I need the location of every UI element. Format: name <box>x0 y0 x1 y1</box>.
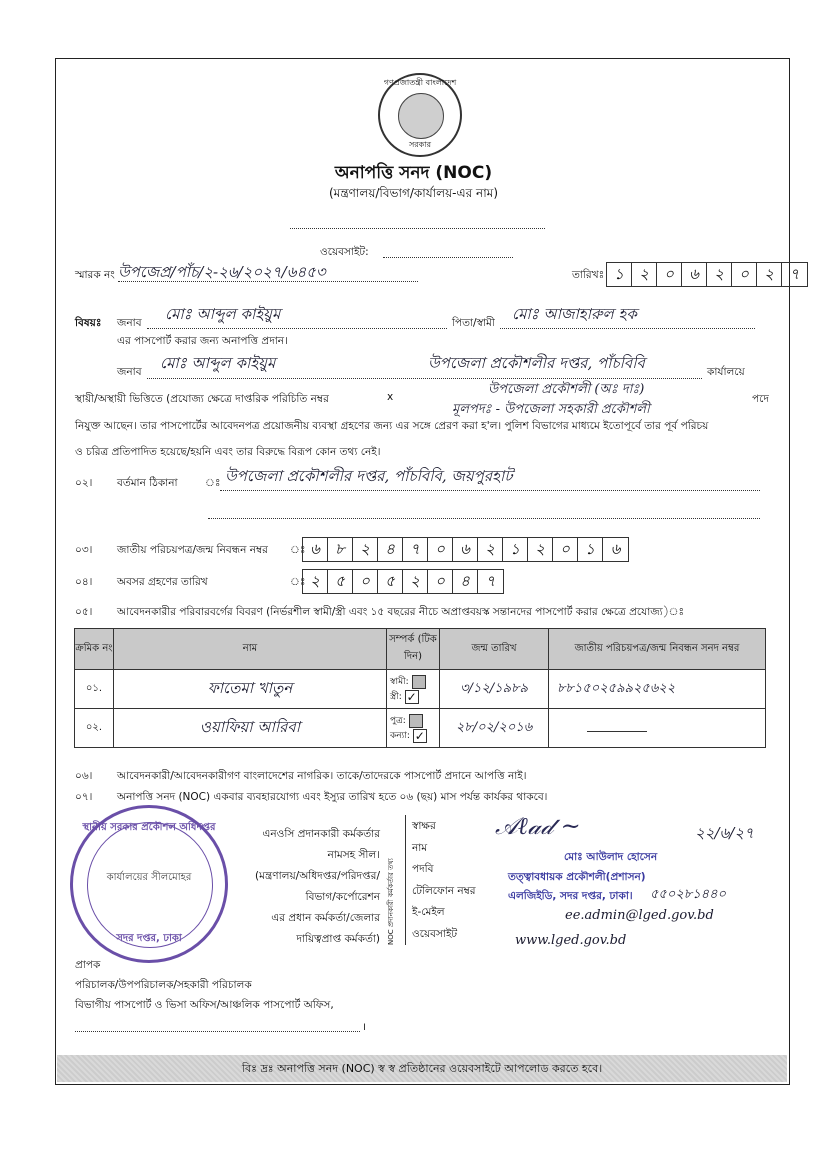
recipient-line-end: । <box>362 1021 366 1033</box>
rel-b-label: স্ত্রী: <box>390 692 402 702</box>
row-name <box>114 709 387 748</box>
officer-title-stamp: তত্ত্বাবধায়ক প্রকৌশলী(প্রশাসন) <box>508 871 646 883</box>
issuer-field-label: ওয়েবসাইট <box>412 927 458 940</box>
nid-digit-box: ২ <box>528 538 553 561</box>
item-02-label: বর্তমান ঠিকানা <box>117 477 178 489</box>
phone-handwritten: ৫৫০২৮১৪৪০ <box>650 887 726 902</box>
nid-digit-box: ০ <box>428 538 453 561</box>
recipient-label: প্রাপক <box>75 959 101 971</box>
office-name: উপজেলা প্রকৌশলীর দপ্তর, পাঁচবিবি <box>428 354 645 372</box>
date-digit-box: ২ <box>632 263 657 286</box>
row-name-text: ওয়াফিয়া আরিবা <box>199 717 301 736</box>
issuer-vertical-label: NOC প্রদানকারী কর্মকর্তার তথ্য <box>387 858 395 945</box>
footer-note: বিঃ দ্রঃ অনাপত্তি সনদ (NOC) স্ব স্ব প্রতিষ্ঠানের ওয়েবসাইটে আপলোড করতে হবে। <box>57 1055 787 1082</box>
date-label: তারিখঃ <box>572 269 605 281</box>
nid-digit-box: ৬ <box>303 538 328 561</box>
website-label: ওয়েবসাইট: <box>320 246 369 258</box>
nid-digit-box: ৬ <box>453 538 478 561</box>
document-subtitle: (মন্ত্রণালয়/বিভাগ/কার্যালয়-এর নাম) <box>328 186 499 200</box>
memo-number: উপজেপ্র/পাঁচ/২-২৬/২০২৭/৬৪৫৩ <box>118 263 326 281</box>
item-04-colon: ঃ <box>290 576 306 588</box>
issue-date-boxes <box>606 262 808 287</box>
issuer-field-label: ই-মেইল <box>412 906 445 918</box>
husband-checkbox[interactable] <box>412 675 426 689</box>
row-dob-text: ৩/১২/১৯৮৯ <box>460 680 528 696</box>
name-line <box>147 328 447 329</box>
table-row <box>75 709 766 748</box>
office-line <box>147 378 702 379</box>
emblem-icon <box>398 93 444 139</box>
applicant-name: মোঃ আব্দুল কাইয়ুম <box>165 305 281 323</box>
body-applicant-name: মোঃ আব্দুল কাইয়ুম <box>160 354 276 372</box>
row-nid <box>549 670 766 709</box>
retirement-digit-box: ৫ <box>378 570 403 593</box>
nid-digit-box: ১ <box>503 538 528 561</box>
item-05-number: ০৫। <box>75 606 93 618</box>
body-mr-label: জনাব <box>117 366 142 378</box>
item-04-number: ০৪। <box>75 576 93 588</box>
stamp-text-bottom: সদর দপ্তর, ঢাকা <box>116 933 182 944</box>
retirement-digit-box: ০ <box>428 570 453 593</box>
wife-checkbox-checked[interactable]: ✓ <box>406 689 417 704</box>
date-digit-box: ৬ <box>682 263 707 286</box>
issuer-field-label: টেলিফোন নম্বর <box>412 884 476 897</box>
row-name-text: ফাতেমা খাতুন <box>207 678 293 697</box>
recipient-line-1: পরিচালক/উপপরিচালক/সহকারী পরিচালক <box>75 979 252 991</box>
issuer-description-line: এনওসি প্রদানকারী কর্মকর্তার <box>262 828 380 840</box>
address-line-1 <box>220 490 760 491</box>
father-line <box>500 328 755 329</box>
nid-digit-box: ২ <box>478 538 503 561</box>
item-05-label: আবেদনকারীর পরিবারবর্গের বিবরণ (নির্ভরশীল স্বামী/স্ত্রী এবং ১৫ বছরের নীচে অপ্রাপ্তবয়স্ক সন্তানদের পাসপোর্ট করার ক্ষেত্রে প্রযোজ্য)ঃ <box>117 606 685 618</box>
retirement-date-boxes <box>302 569 504 594</box>
office-seal-label: কার্যালয়ের সীলমোহর <box>106 872 192 883</box>
issuer-field-labels <box>412 816 476 945</box>
rel-b-label: কন্যা: <box>390 731 410 741</box>
retirement-digit-box: ২ <box>403 570 428 593</box>
issuer-description <box>240 824 380 950</box>
nid-digit-box: ৪ <box>378 538 403 561</box>
note-06-text: আবেদনকারী/আবেদনকারীগণ বাংলাদেশের নাগরিক। তাকে/তাদেরকে পাসপোর্ট প্রদানে আপত্তি নাই। <box>117 770 527 782</box>
nid-number-boxes <box>302 537 629 562</box>
retirement-digit-box: ০ <box>353 570 378 593</box>
issuer-vertical-label-box <box>385 815 406 945</box>
issuer-description-line: এর প্রধান কর্মকর্তা/জেলার <box>271 912 380 924</box>
designation-handwritten: উপজেলা প্রকৌশলী (অঃ দাঃ) <box>488 382 645 397</box>
date-digit-box: ১ <box>607 263 632 286</box>
nid-digit-box: ২ <box>353 538 378 561</box>
government-seal <box>378 73 462 157</box>
row-name <box>114 670 387 709</box>
recipient-line-2: বিভাগীয় পাসপোর্ট ও ভিসা অফিস/আঞ্চলিক পাসপোর্ট অফিস, <box>75 999 334 1011</box>
date-digit-box: ০ <box>657 263 682 286</box>
row-relation <box>387 670 440 709</box>
note-07-number: ০৭। <box>75 791 93 803</box>
subject-mr-label: জনাব <box>117 317 142 329</box>
retirement-digit-box: ২ <box>303 570 328 593</box>
table-header-row <box>75 629 766 670</box>
item-04-label: অবসর গ্রহণের তারিখ <box>117 576 208 588</box>
recipient-office-line <box>75 1031 360 1032</box>
rel-a-label: স্বামী: <box>390 677 409 687</box>
nid-digit-box: ৮ <box>328 538 353 561</box>
rel-a-label: পুত্র: <box>390 716 406 726</box>
row-nid <box>549 709 766 748</box>
item-02-number: ০২। <box>75 477 93 489</box>
seal-text-bottom: সরকার <box>408 140 431 149</box>
website-line <box>383 257 513 258</box>
item-02-colon: ঃ <box>205 477 221 489</box>
nid-digit-box: ০ <box>553 538 578 561</box>
header-serial: ক্রমিক নং <box>75 629 114 670</box>
father-label: পিতা/স্বামী <box>452 317 495 329</box>
subject-purpose: এর পাসপোর্ট করার জন্য অনাপত্তি প্রদান। <box>117 335 288 347</box>
son-checkbox[interactable] <box>409 714 423 728</box>
address-line-2 <box>208 518 760 519</box>
retirement-digit-box: ৫ <box>328 570 353 593</box>
nid-digit-box: ৭ <box>403 538 428 561</box>
issuer-description-line: দায়িত্বপ্রাপ্ত কর্মকর্তা) <box>296 933 380 945</box>
memo-line <box>118 281 418 282</box>
daughter-checkbox-checked[interactable]: ✓ <box>414 728 425 743</box>
date-digit-box: ৭ <box>789 265 800 283</box>
row-serial: ০২. <box>75 709 114 748</box>
office-suffix: কার্যালয়ে <box>707 366 745 378</box>
sign-date: ২২/৬/২৭ <box>695 824 754 842</box>
body-line-4: ও চরিত্র প্রতিপাদিত হয়েছে/হয়নি এবং তার বিরুদ্ধে বিরূপ কোন তথ্য নেই। <box>75 446 381 458</box>
post-label: পদে <box>752 393 769 405</box>
date-digit-box: ২ <box>757 263 782 286</box>
nid-dash-stroke <box>587 731 647 732</box>
present-address: উপজেলা প্রকৌশলীর দপ্তর, পাঁচবিবি, জয়পুরহাট <box>225 467 513 485</box>
row-relation <box>387 709 440 748</box>
retirement-digit-box: ৪ <box>453 570 478 593</box>
issuer-field-label: স্বাক্ষর <box>412 820 436 832</box>
email-handwritten: ee.admin@lged.gov.bd <box>565 908 714 923</box>
post-handwritten: মূলপদঃ - উপজেলা সহকারী প্রকৌশলী <box>452 402 650 417</box>
ministry-name-line <box>290 228 545 229</box>
officer-office-stamp: এলজিইডি, সদর দপ্তর, ঢাকা। <box>508 890 633 902</box>
father-name: মোঃ আজাহারুল হক <box>512 305 637 323</box>
issuer-description-line: (মন্ত্রণালয়/অধিদপ্তর/পরিদপ্তর/ <box>255 870 380 882</box>
stamp-text-top: স্থানীয় সরকার প্রকৌশল অধিদপ্তর <box>82 822 216 833</box>
officer-signature: 𝒜ℓ𝒶𝒹 ~ <box>495 812 581 840</box>
row-nid-text: ৮৮১৫০২৫৯৯২৫৬২২ <box>557 680 676 696</box>
body-line-3: নিযুক্ত আছেন। তার পাসপোর্টের আবেদনপত্র প্রয়োজনীয় ব্যবস্থা গ্রহণের জন্য এর সঙ্গে প্রেরণ করা হ'ল। পুলিশ বিভাগের মাধ্যমে ইতোপূর্বে তার পূর্ব পরিচয় <box>75 420 709 432</box>
row-dob <box>440 670 549 709</box>
table-row <box>75 670 766 709</box>
date-digit-box: ০ <box>732 263 757 286</box>
website-handwritten: www.lged.gov.bd <box>515 933 627 948</box>
header-relation: সম্পর্ক (টিক দিন) <box>387 629 440 670</box>
note-06-number: ০৬। <box>75 770 93 782</box>
row-serial: ০১. <box>75 670 114 709</box>
issuer-description-line: বিভাগ/কর্পোরেশন <box>305 891 380 903</box>
date-digit-box: ২ <box>707 263 732 286</box>
item-03-number: ০৩। <box>75 544 93 556</box>
issuer-field-label: পদবি <box>412 863 434 875</box>
row-dob-text: ২৮/০২/২০১৬ <box>455 719 533 735</box>
memo-label: স্মারক নং <box>75 269 115 281</box>
tenure-mark: x <box>387 391 394 403</box>
seal-text-top: গণপ্রজাতন্ত্রী বাংলাদেশ <box>383 78 457 87</box>
retirement-digit-box: ৭ <box>485 572 496 590</box>
header-name: নাম <box>114 629 387 670</box>
document-title: অনাপত্তি সনদ (NOC) <box>334 163 493 183</box>
nid-digit-box: ৬ <box>610 540 621 558</box>
family-table <box>74 628 766 748</box>
header-dob: জন্ম তারিখ <box>440 629 549 670</box>
officer-name-stamp: মোঃ আউলাদ হোসেন <box>564 851 658 863</box>
item-03-label: জাতীয় পরিচয়পত্র/জন্ম নিবন্ধন নম্বর <box>117 544 268 556</box>
note-07-text: অনাপত্তি সনদ (NOC) একবার ব্যবহারযোগ্য এবং ইস্যুর তারিখ হতে ০৬ (ছয়) মাস পর্যন্ত কার্যকর থাকবে। <box>117 791 548 803</box>
issuer-field-label: নাম <box>412 841 428 854</box>
header-nid: জাতীয় পরিচয়পত্র/জন্ম নিবন্ধন সনদ নম্বর <box>549 629 766 670</box>
row-dob <box>440 709 549 748</box>
nid-digit-box: ১ <box>578 538 603 561</box>
tenure-text: স্থায়ী/অস্থায়ী ভিত্তিতে (প্রযোজ্য ক্ষেত্রে দাপ্তরিক পরিচিতি নম্বর <box>75 393 329 405</box>
office-round-stamp <box>70 805 228 963</box>
subject-label: বিষয়ঃ <box>75 317 102 329</box>
issuer-description-line: নামসহ সীল। <box>327 849 380 861</box>
item-03-colon: ঃ <box>290 544 306 556</box>
